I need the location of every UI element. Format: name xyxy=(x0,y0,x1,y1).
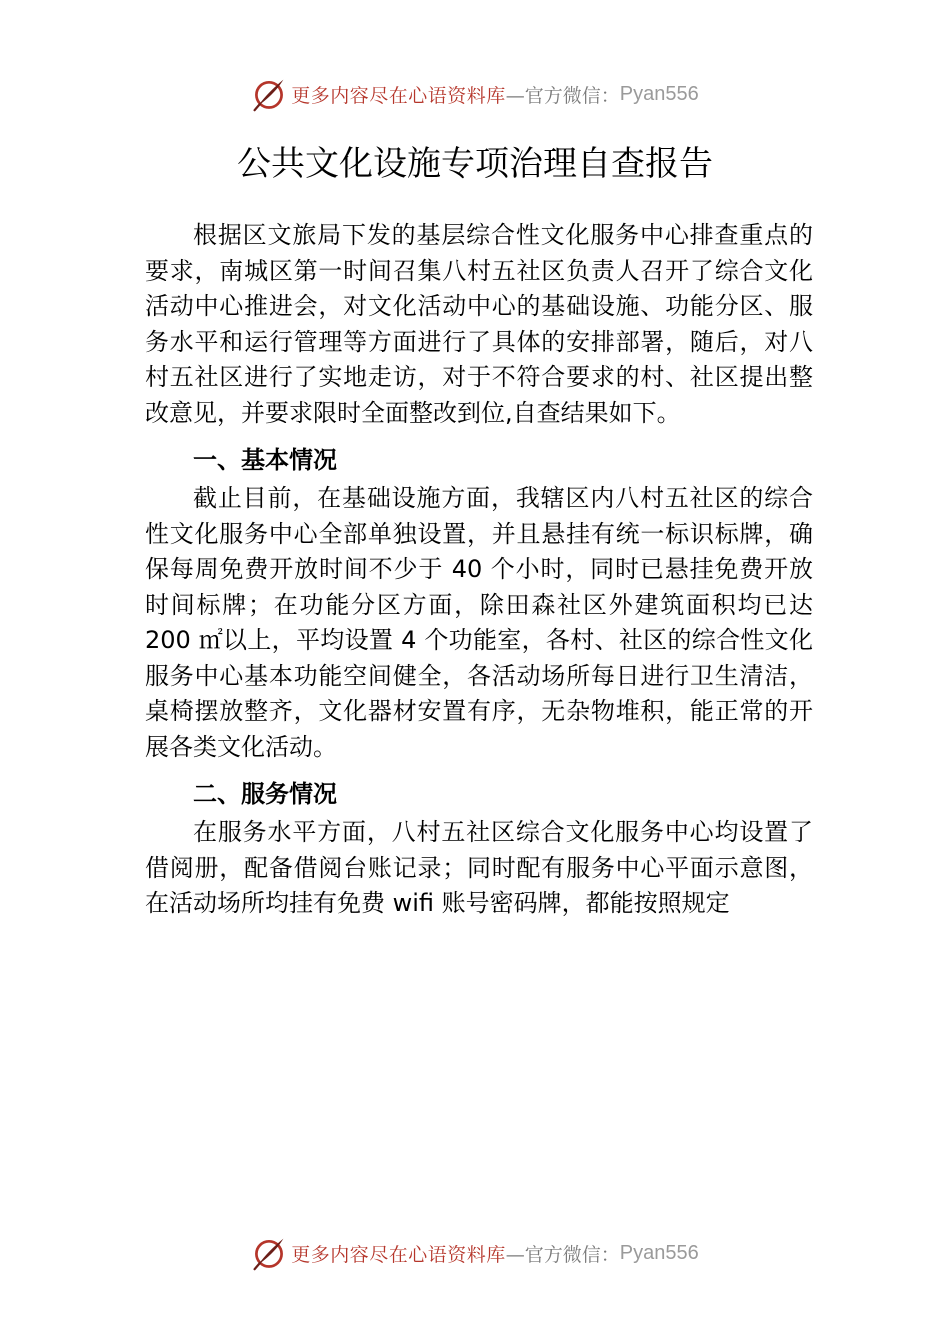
watermark-handle: —官方微信： xyxy=(505,1243,620,1266)
section-heading-service: 二、服务情况 xyxy=(193,780,337,808)
watermark-header xyxy=(0,72,950,116)
document-title: 公共文化设施专项治理自查报告 xyxy=(237,144,713,184)
quill-pen-logo-icon xyxy=(251,76,287,112)
watermark-text: 更多内容尽在心语资料库 xyxy=(291,1243,506,1266)
section-paragraph-service: 在服务水平方面，八村五社区综合文化服务中心均设置了借阅册，配备借阅台账记录；同时配有服务中心平面示意图，在活动场所均挂有免费 wifi 账号密码牌，都能按照规定 xyxy=(145,818,813,917)
section-paragraph-basic: 截止目前，在基础设施方面，我辖区内八村五社区的综合性文化服务中心全部单独设置，并且悬挂有统一标识标牌，确保每周免费开放时间不少于 40 个小时，同时已悬挂免费开放时间标牌；在功能分区方面，除田森社区外建筑面积均已达 200 ㎡以上，平均设置 4 个功能室，各村、社区的综合性文化服务中心基本功能空间健全，各活动场所每日进行卫生清洁，桌椅摆放整齐，文化器材安置有序，无杂物堆积，能正常的开展各类文化活动。 xyxy=(145,484,813,761)
intro-paragraph: 根据区文旅局下发的基层综合性文化服务中心排查重点的要求，南城区第一时间召集八村五社区负责人召开了综合文化活动中心推进会，对文化活动中心的基础设施、功能分区、服务水平和运行管理等方面进行了具体的安排部署，随后，对八村五社区进行了实地走访，对于不符合要求的村、社区提出整改意见，并要求限时全面整改到位,自查结果如下。 xyxy=(145,221,813,427)
watermark-id: Pyan556 xyxy=(619,1241,699,1264)
section-heading-basic: 一、基本情况 xyxy=(193,446,337,474)
watermark-footer xyxy=(0,1231,950,1275)
watermark-text: 更多内容尽在心语资料库 xyxy=(291,84,506,107)
watermark-id: Pyan556 xyxy=(619,82,699,105)
quill-pen-logo-icon xyxy=(251,1235,287,1271)
watermark-handle: —官方微信： xyxy=(505,84,620,107)
document-body xyxy=(145,218,813,922)
